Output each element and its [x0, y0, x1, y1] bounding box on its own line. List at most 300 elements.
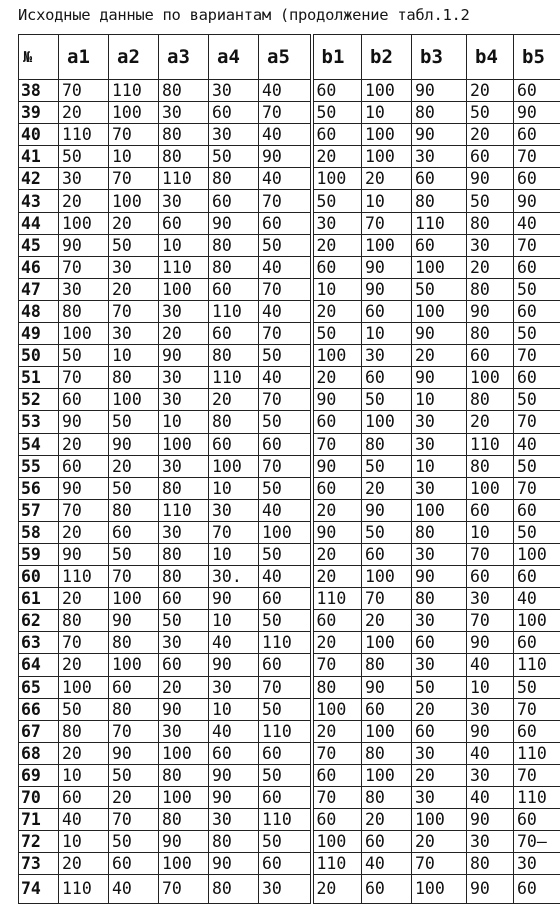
table-cell: 20: [312, 499, 362, 521]
variant-number: 61: [19, 588, 59, 610]
table-cell: 100: [159, 742, 209, 764]
table-cell: 80: [362, 787, 412, 809]
table-cell: 70: [159, 875, 209, 904]
table-row: [19, 455, 560, 477]
table-row: [19, 190, 560, 212]
table-cell: 30: [412, 411, 467, 433]
table-cell: 50: [59, 146, 109, 168]
table-cell: 90: [59, 477, 109, 499]
table-cell: 80: [159, 477, 209, 499]
table-cell: 80: [109, 367, 159, 389]
table-cell: 20: [312, 234, 362, 256]
table-cell: 60: [259, 742, 312, 764]
table-cell: 40: [259, 367, 312, 389]
table-cell: 20: [59, 654, 109, 676]
table-cell: 80: [467, 853, 514, 875]
table-cell: 60: [467, 146, 514, 168]
table-cell: 20: [59, 853, 109, 875]
table-cell: 30: [159, 367, 209, 389]
table-cell: 70: [312, 654, 362, 676]
table-cell: 50: [59, 698, 109, 720]
header-a2: a2: [109, 35, 159, 80]
table-cell: 40: [109, 875, 159, 904]
table-cell: 20: [312, 720, 362, 742]
table-cell: 100: [362, 566, 412, 588]
table-cell: 10: [362, 190, 412, 212]
table-cell: 60: [362, 831, 412, 853]
table-cell: 20: [467, 124, 514, 146]
table-cell: 30: [412, 610, 467, 632]
variants-table: [18, 34, 560, 904]
table-cell: 60: [362, 875, 412, 904]
table-cell: 110: [514, 742, 560, 764]
table-cell: 60: [362, 367, 412, 389]
table-cell: 50: [259, 764, 312, 786]
table-cell: 60: [259, 588, 312, 610]
table-cell: 50: [109, 411, 159, 433]
table-cell: 30: [412, 654, 467, 676]
table-cell: 90: [209, 654, 259, 676]
table-cell: 80: [467, 389, 514, 411]
table-cell: 40: [259, 256, 312, 278]
table-cell: 30: [514, 853, 560, 875]
table-cell: 70: [514, 698, 560, 720]
table-cell: 80: [362, 654, 412, 676]
variant-number: 73: [19, 853, 59, 875]
table-cell: 50: [159, 610, 209, 632]
table-cell: 30: [59, 168, 109, 190]
table-cell: 40: [259, 499, 312, 521]
table-cell: 100: [362, 124, 412, 146]
table-cell: 30: [412, 543, 467, 565]
table-cell: 20: [412, 345, 467, 367]
table-cell: 70: [259, 455, 312, 477]
table-cell: 70: [109, 566, 159, 588]
table-cell: 60: [514, 124, 560, 146]
table-cell: 60: [514, 720, 560, 742]
table-cell: 100: [412, 256, 467, 278]
table-cell: 40: [259, 566, 312, 588]
table-row: [19, 124, 560, 146]
table-cell: 80: [412, 190, 467, 212]
variant-number: 66: [19, 698, 59, 720]
variant-number: 55: [19, 455, 59, 477]
table-cell: 30: [412, 787, 467, 809]
table-cell: 100: [159, 787, 209, 809]
table-cell: 90: [312, 389, 362, 411]
table-row: [19, 588, 560, 610]
table-cell: 20: [412, 831, 467, 853]
table-cell: 10: [312, 278, 362, 300]
header-b4: b4: [467, 35, 514, 80]
table-cell: 30: [159, 389, 209, 411]
table-cell: 90: [109, 610, 159, 632]
table-row: [19, 610, 560, 632]
table-cell: 20: [59, 588, 109, 610]
table-row: [19, 764, 560, 786]
header-a4: a4: [209, 35, 259, 80]
table-row: [19, 256, 560, 278]
header-row: [19, 35, 560, 80]
table-cell: 90: [159, 831, 209, 853]
table-cell: 70: [514, 411, 560, 433]
table-cell: 100: [109, 190, 159, 212]
table-cell: 60: [59, 455, 109, 477]
table-caption: Исходные данные по вариантам (продолжение табл.1.2: [18, 6, 470, 24]
table-row: [19, 278, 560, 300]
table-cell: 30: [109, 323, 159, 345]
table-cell: 110: [159, 256, 209, 278]
table-cell: 60: [159, 212, 209, 234]
table-cell: 100: [362, 234, 412, 256]
table-cell: 80: [159, 543, 209, 565]
table-cell: 90: [412, 124, 467, 146]
table-cell: 70: [514, 345, 560, 367]
table-cell: 80: [59, 720, 109, 742]
table-cell: 60: [312, 124, 362, 146]
table-row: [19, 809, 560, 831]
table-cell: 70: [514, 146, 560, 168]
table-cell: 100: [362, 764, 412, 786]
variant-number: 38: [19, 80, 59, 102]
table-cell: 50: [109, 831, 159, 853]
variant-number: 43: [19, 190, 59, 212]
table-cell: 70: [109, 809, 159, 831]
table-cell: 30: [467, 831, 514, 853]
table-cell: 100: [412, 875, 467, 904]
variant-number: 68: [19, 742, 59, 764]
table-cell: 110: [259, 809, 312, 831]
table-cell: 100: [59, 676, 109, 698]
variant-number: 42: [19, 168, 59, 190]
table-cell: 90: [159, 345, 209, 367]
table-cell: 50: [59, 345, 109, 367]
table-cell: 40: [259, 300, 312, 322]
table-cell: 10: [209, 543, 259, 565]
table-cell: 110: [514, 654, 560, 676]
table-cell: 70: [259, 389, 312, 411]
table-cell: 100: [159, 433, 209, 455]
table-cell: 20: [109, 278, 159, 300]
table-cell: 30: [109, 256, 159, 278]
table-cell: 100: [109, 588, 159, 610]
table-cell: 70: [59, 256, 109, 278]
table-cell: 80: [109, 499, 159, 521]
table-cell: 80: [209, 875, 259, 904]
table-cell: 20: [159, 323, 209, 345]
table-cell: 40: [514, 588, 560, 610]
table-cell: 60: [312, 764, 362, 786]
table-cell: 80: [362, 433, 412, 455]
table-cell: 90: [59, 411, 109, 433]
table-cell: 60: [59, 787, 109, 809]
table-cell: 70: [312, 742, 362, 764]
table-cell: 10: [209, 698, 259, 720]
table-cell: 30: [159, 455, 209, 477]
table-cell: 110: [259, 632, 312, 654]
table-cell: 60: [209, 742, 259, 764]
variant-number: 47: [19, 278, 59, 300]
table-cell: 60: [312, 411, 362, 433]
table-cell: 60: [412, 720, 467, 742]
table-cell: 50: [209, 146, 259, 168]
table-row: [19, 389, 560, 411]
table-cell: 40: [514, 212, 560, 234]
table-cell: 70: [514, 477, 560, 499]
table-cell: 10: [467, 521, 514, 543]
table-cell: 60: [312, 809, 362, 831]
table-cell: 60: [159, 588, 209, 610]
table-cell: 90: [514, 102, 560, 124]
table-cell: 90: [209, 764, 259, 786]
table-cell: 90: [312, 455, 362, 477]
table-cell: 100: [362, 411, 412, 433]
table-cell: 30: [412, 433, 467, 455]
table-cell: 50: [109, 477, 159, 499]
table-row: [19, 853, 560, 875]
table-cell: 60: [259, 853, 312, 875]
variant-number: 39: [19, 102, 59, 124]
table-cell: 60: [514, 566, 560, 588]
table-cell: 50: [312, 190, 362, 212]
table-cell: 90: [109, 433, 159, 455]
table-cell: 70: [109, 168, 159, 190]
table-cell: 40: [467, 654, 514, 676]
table-cell: 90: [59, 543, 109, 565]
variant-number: 62: [19, 610, 59, 632]
table-cell: 30: [412, 146, 467, 168]
table-cell: 30: [362, 345, 412, 367]
table-cell: 20: [467, 411, 514, 433]
table-cell: 40: [259, 168, 312, 190]
table-cell: 60: [109, 521, 159, 543]
table-cell: 60: [362, 698, 412, 720]
table-cell: 60: [362, 543, 412, 565]
table-cell: 90: [467, 809, 514, 831]
table-row: [19, 411, 560, 433]
table-cell: 100: [109, 389, 159, 411]
table-cell: 20: [209, 389, 259, 411]
table-cell: 100: [412, 499, 467, 521]
variant-number: 41: [19, 146, 59, 168]
table-cell: 60: [412, 168, 467, 190]
table-cell: 110: [159, 499, 209, 521]
table-cell: 20: [59, 742, 109, 764]
table-cell: 60: [209, 433, 259, 455]
table-cell: 70: [514, 234, 560, 256]
table-row: [19, 698, 560, 720]
table-cell: 30: [159, 521, 209, 543]
table-cell: 80: [159, 124, 209, 146]
table-cell: 20: [362, 477, 412, 499]
table-cell: 50: [109, 543, 159, 565]
table-cell: 60: [514, 256, 560, 278]
table-cell: 60: [109, 676, 159, 698]
table-cell: 60: [59, 389, 109, 411]
table-cell: 20: [312, 566, 362, 588]
table-cell: 90: [514, 190, 560, 212]
table-cell: 70: [412, 853, 467, 875]
variant-number: 56: [19, 477, 59, 499]
table-row: [19, 654, 560, 676]
table-cell: 20: [312, 543, 362, 565]
table-cell: 50: [514, 676, 560, 698]
table-cell: 80: [159, 809, 209, 831]
table-row: [19, 720, 560, 742]
table-cell: 60: [514, 499, 560, 521]
table-cell: 40: [209, 632, 259, 654]
variant-number: 46: [19, 256, 59, 278]
table-cell: 20: [312, 367, 362, 389]
table-cell: 10: [159, 411, 209, 433]
table-cell: 30: [209, 676, 259, 698]
table-cell: 80: [159, 146, 209, 168]
table-cell: 100: [312, 345, 362, 367]
header-number: №: [19, 35, 59, 80]
table-cell: 50: [312, 323, 362, 345]
table-cell: 100: [362, 632, 412, 654]
table-cell: 100: [362, 80, 412, 102]
table-cell: 100: [312, 698, 362, 720]
table-cell: 50: [259, 477, 312, 499]
table-cell: 110: [109, 80, 159, 102]
table-cell: 60: [467, 499, 514, 521]
table-cell: 30: [467, 698, 514, 720]
table-cell: 110: [59, 124, 109, 146]
table-cell: 10: [467, 676, 514, 698]
table-cell: 70–: [514, 831, 560, 853]
table-cell: 70: [109, 720, 159, 742]
table-row: [19, 300, 560, 322]
table-cell: 90: [467, 300, 514, 322]
table-cell: 100: [59, 212, 109, 234]
header-a5: a5: [259, 35, 312, 80]
table-cell: 100: [159, 853, 209, 875]
table-cell: 20: [59, 190, 109, 212]
table-cell: 70: [467, 610, 514, 632]
table-cell: 80: [312, 676, 362, 698]
table-cell: 60: [312, 80, 362, 102]
table-row: [19, 543, 560, 565]
table-cell: 50: [259, 234, 312, 256]
variant-number: 63: [19, 632, 59, 654]
table-cell: 20: [312, 632, 362, 654]
table-cell: 110: [312, 588, 362, 610]
table-row: [19, 433, 560, 455]
table-row: [19, 323, 560, 345]
table-cell: 80: [209, 234, 259, 256]
table-row: [19, 632, 560, 654]
table-cell: 90: [412, 80, 467, 102]
table-cell: 30: [412, 477, 467, 499]
table-cell: 40: [209, 720, 259, 742]
table-cell: 80: [412, 102, 467, 124]
table-cell: 80: [209, 168, 259, 190]
variant-number: 52: [19, 389, 59, 411]
table-row: [19, 367, 560, 389]
header-a1: a1: [59, 35, 109, 80]
table-cell: 110: [59, 875, 109, 904]
table-cell: 60: [109, 853, 159, 875]
table-cell: 20: [312, 146, 362, 168]
variant-number: 69: [19, 764, 59, 786]
table-cell: 90: [467, 632, 514, 654]
table-cell: 20: [312, 875, 362, 904]
table-cell: 20: [159, 676, 209, 698]
table-cell: 50: [362, 455, 412, 477]
table-cell: 110: [259, 720, 312, 742]
table-cell: 20: [109, 787, 159, 809]
table-cell: 90: [467, 168, 514, 190]
table-cell: 90: [362, 499, 412, 521]
table-cell: 80: [159, 566, 209, 588]
table-cell: 100: [209, 455, 259, 477]
table-cell: 100: [259, 521, 312, 543]
table-cell: 80: [467, 323, 514, 345]
table-cell: 30: [59, 278, 109, 300]
table-cell: 70: [209, 521, 259, 543]
table-cell: 50: [412, 278, 467, 300]
table-cell: 110: [209, 367, 259, 389]
table-cell: 60: [159, 654, 209, 676]
table-cell: 100: [412, 300, 467, 322]
table-row: [19, 345, 560, 367]
table-cell: 90: [109, 742, 159, 764]
table-cell: 10: [109, 146, 159, 168]
table-cell: 10: [59, 831, 109, 853]
header-b5: b5: [514, 35, 560, 80]
table-cell: 80: [59, 610, 109, 632]
table-cell: 60: [209, 323, 259, 345]
table-cell: 100: [514, 543, 560, 565]
table-row: [19, 212, 560, 234]
table-cell: 50: [259, 610, 312, 632]
table-cell: 80: [209, 831, 259, 853]
variant-number: 59: [19, 543, 59, 565]
table-cell: 50: [514, 389, 560, 411]
table-cell: 100: [362, 720, 412, 742]
table-cell: 60: [312, 610, 362, 632]
table-cell: 30: [467, 588, 514, 610]
table-cell: 50: [467, 190, 514, 212]
table-cell: 10: [109, 345, 159, 367]
variant-number: 65: [19, 676, 59, 698]
table-cell: 30: [312, 212, 362, 234]
table-cell: 110: [467, 433, 514, 455]
table-cell: 10: [209, 610, 259, 632]
table-cell: 70: [59, 367, 109, 389]
table-cell: 20: [59, 521, 109, 543]
table-cell: 90: [412, 367, 467, 389]
table-cell: 70: [59, 499, 109, 521]
table-cell: 20: [412, 698, 467, 720]
table-cell: 70: [467, 543, 514, 565]
table-cell: 20: [467, 80, 514, 102]
table-cell: 80: [159, 80, 209, 102]
table-cell: 50: [467, 102, 514, 124]
table-cell: 40: [259, 124, 312, 146]
table-cell: 50: [362, 389, 412, 411]
table-cell: 70: [514, 764, 560, 786]
table-row: [19, 831, 560, 853]
table-cell: 100: [312, 831, 362, 853]
table-cell: 10: [362, 102, 412, 124]
variant-number: 54: [19, 433, 59, 455]
table-cell: 110: [514, 787, 560, 809]
table-cell: 80: [59, 300, 109, 322]
table-cell: 20: [109, 212, 159, 234]
table-row: [19, 676, 560, 698]
